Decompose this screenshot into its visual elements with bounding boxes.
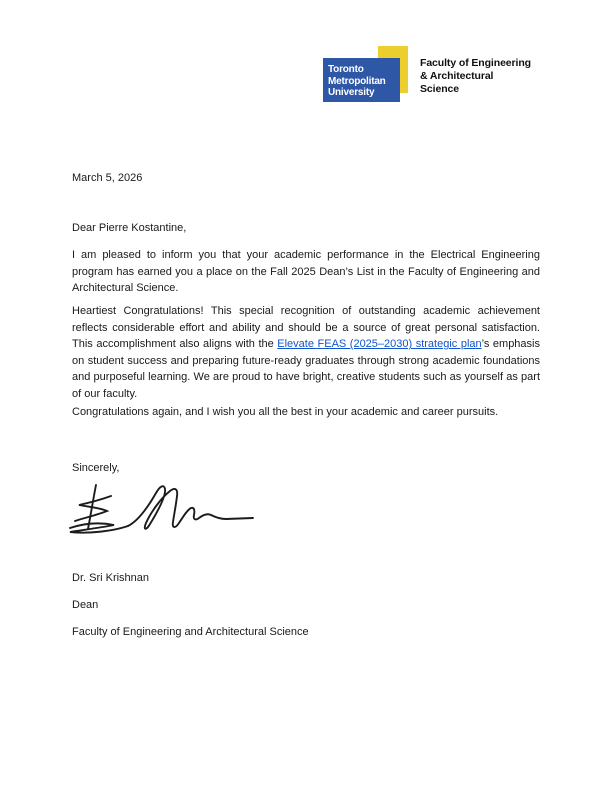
tmu-wordmark-line-1: Toronto: [328, 64, 364, 75]
letter-paragraph-3: Congratulations again, and I wish you all the best in your academic and career pursuits.: [72, 406, 499, 418]
letter-paragraph-1: I am pleased to inform you that your academic performance in the Electrical Engineering program has earned you a place on the Fall 2025 Dean’s List in the Faculty of Engineering and Architectural Science.: [72, 249, 540, 294]
signer-title: Dean: [72, 599, 99, 611]
signer-faculty: Faculty of Engineering and Architectural Science: [72, 626, 309, 638]
faculty-wordmark-line-2: & Architectural: [420, 70, 494, 82]
tmu-logo-group: [0, 0, 612, 120]
signature-image: [66, 481, 258, 537]
signer-name: Dr. Sri Krishnan: [72, 572, 150, 584]
letter-greeting: Dear Pierre Kostantine,: [72, 222, 187, 234]
tmu-wordmark: [323, 58, 400, 102]
tmu-wordmark-line-3: University: [328, 87, 375, 98]
signature-strokes: [66, 481, 258, 537]
tmu-wordmark-line-2: Metropolitan: [328, 75, 386, 87]
paragraph-2-text-after-link: ’s emphasis on student success and preparing future-ready graduates through strong academic foundations and purposeful learning. We are proud to have bright, creative students such as yourself as part of our faculty.: [72, 338, 540, 400]
faculty-wordmark: [420, 57, 531, 96]
strategic-plan-link[interactable]: Elevate FEAS (2025–2030) strategic plan: [277, 338, 482, 350]
letter-paragraph-2: [72, 303, 540, 402]
faculty-wordmark-line-3: Science: [420, 83, 459, 95]
letter-closing: Sincerely,: [72, 462, 120, 474]
letter-date: March 5, 2026: [72, 172, 143, 184]
paragraph-2-text-before-link: Heartiest Congratulations! This special recognition of outstanding academic achievement reflects considerable effort and ability and should be a source of great personal satisfaction. This accomplishment also aligns with the: [72, 305, 540, 350]
faculty-wordmark-line-1: Faculty of Engineering: [420, 57, 531, 69]
